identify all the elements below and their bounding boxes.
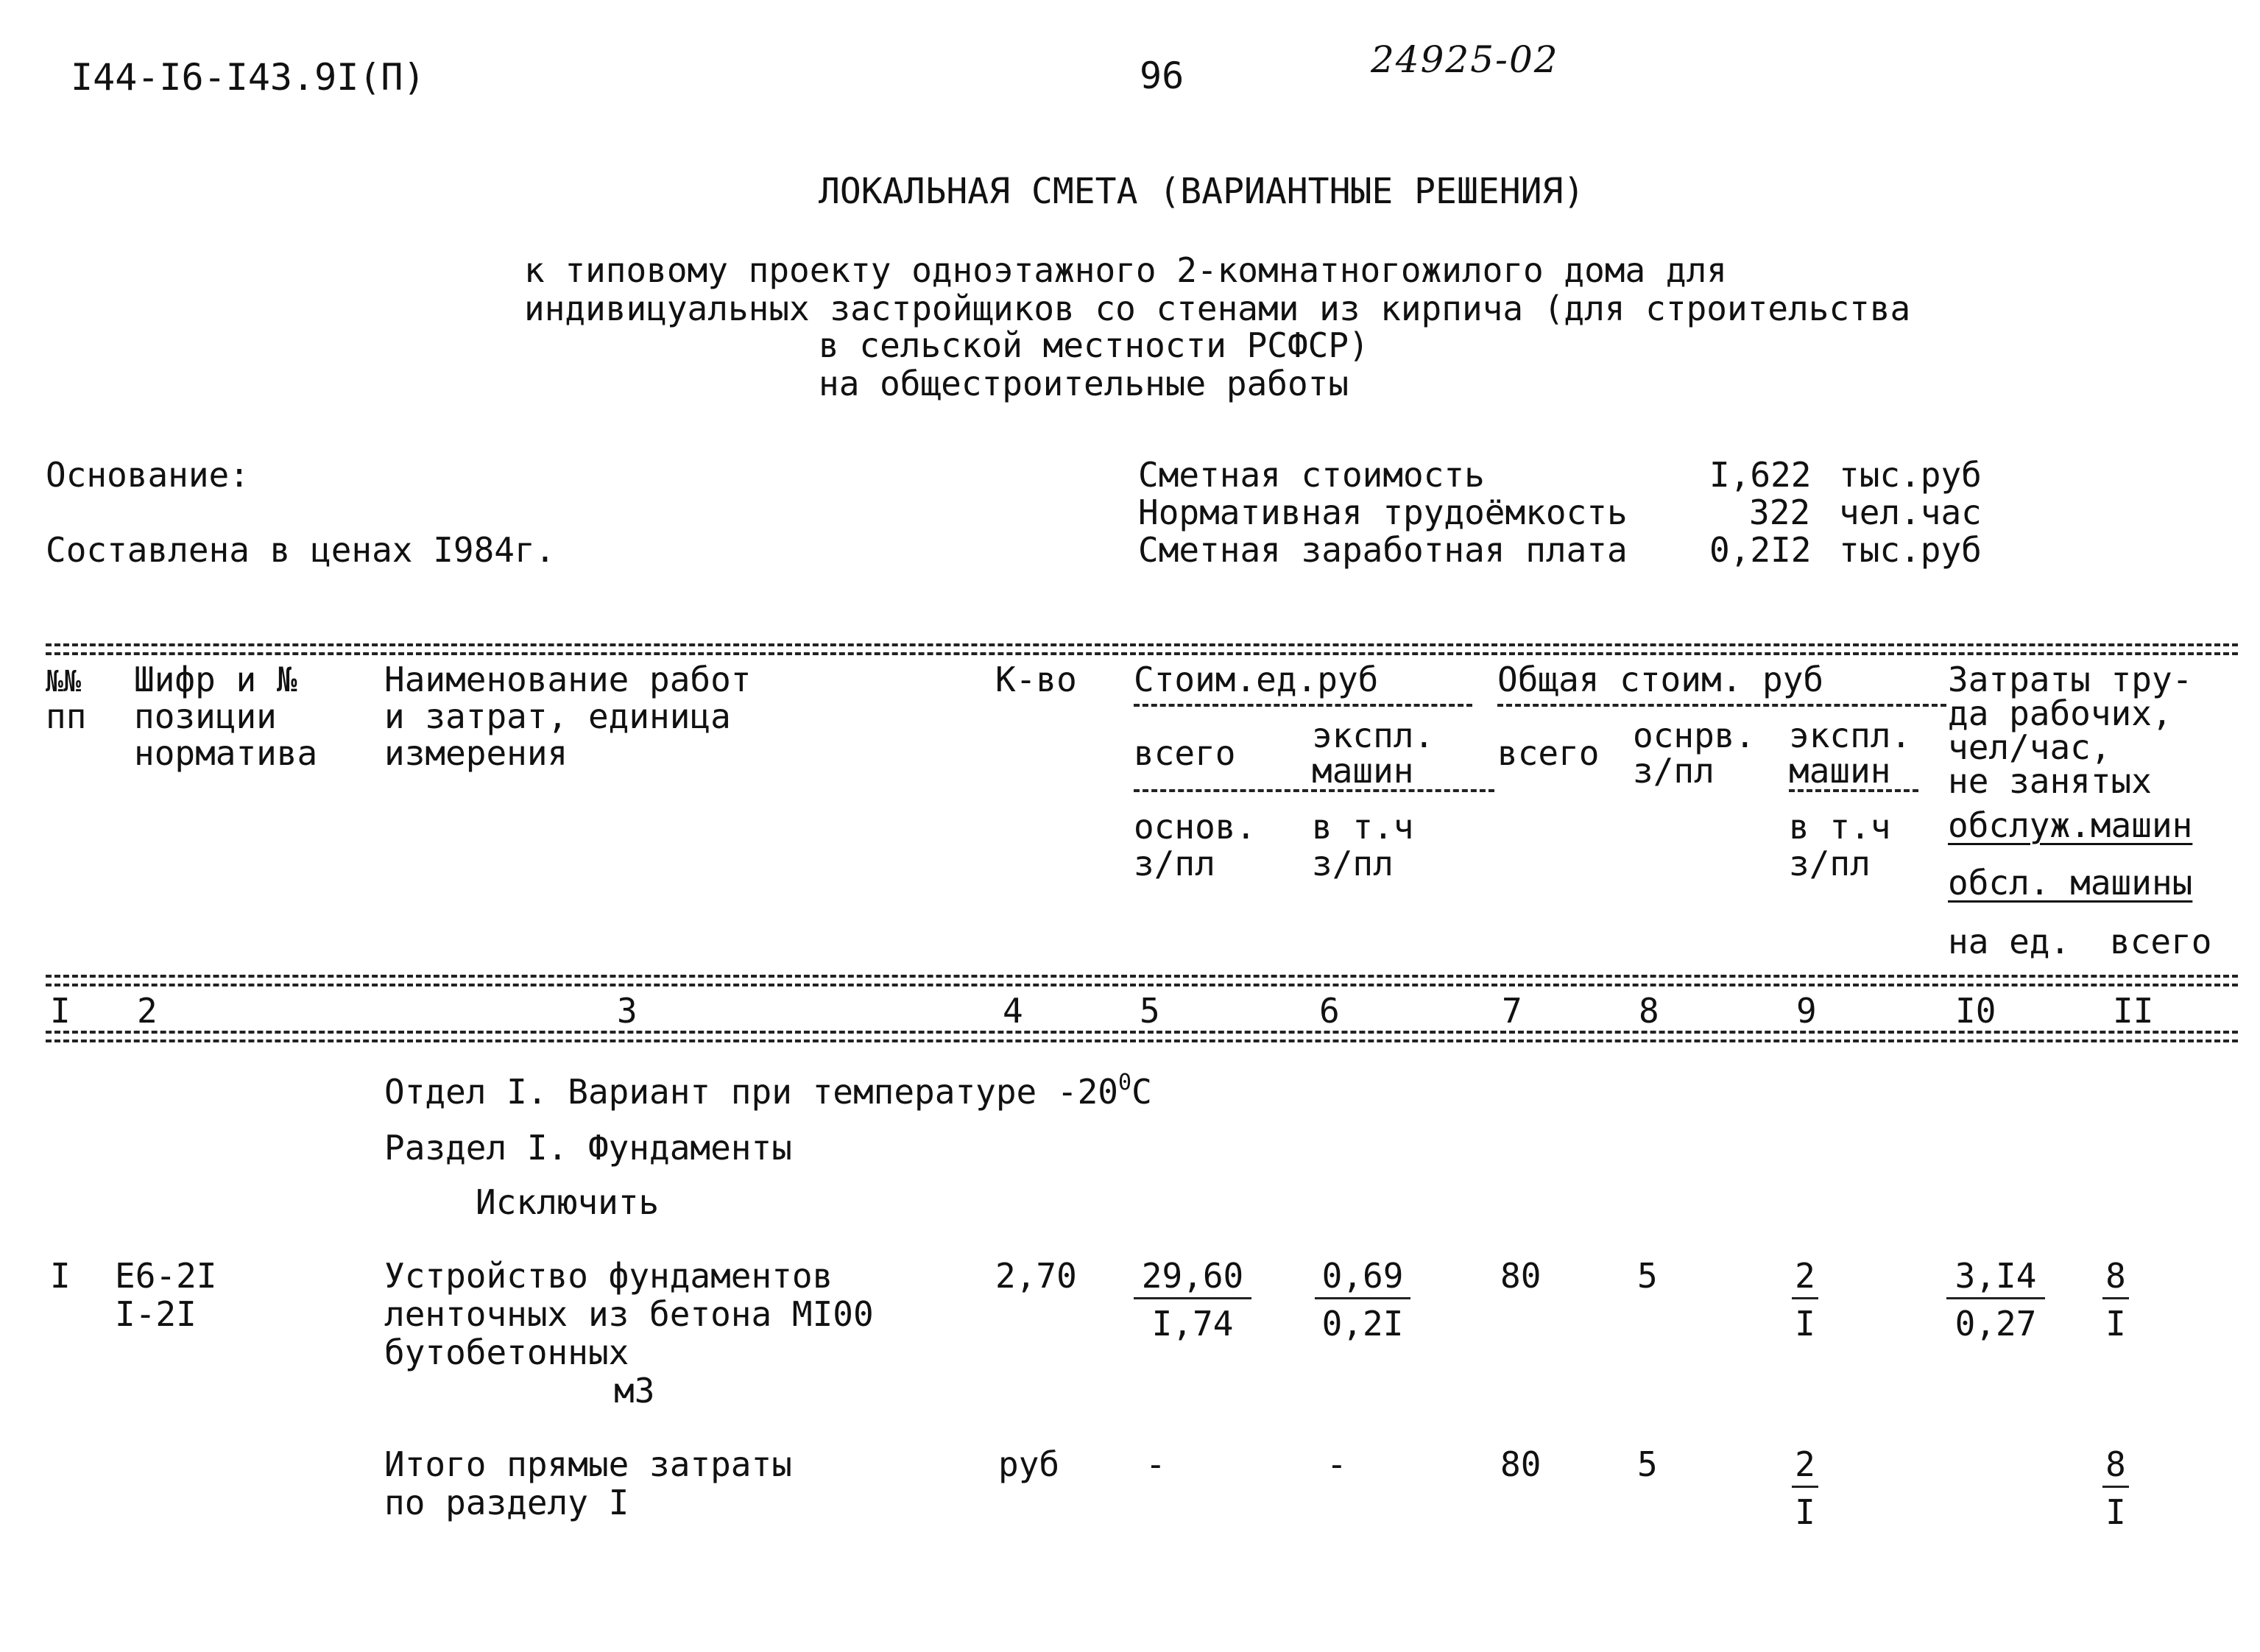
table-top-rule-2 (46, 652, 2238, 655)
column-number-5: 5 (1140, 991, 1160, 1031)
header-unit-incl-wage-1: в т.ч (1312, 807, 1414, 847)
header-num-2: пп (46, 696, 87, 736)
header-code-2: позиции (134, 696, 277, 736)
estimated-cost-label: Сметная стоимость (1138, 455, 1485, 495)
header-labor-3: чел/час, (1948, 727, 2111, 767)
total-row-labor-total: 8 (2102, 1447, 2129, 1488)
row-name-3: бутобетонных (384, 1332, 629, 1372)
header-labor-per-unit: на ед. (1948, 922, 2071, 961)
row-name-2: ленточных из бетона МI00 (384, 1294, 874, 1334)
wage-value: 0,2I2 (1709, 530, 1812, 570)
row-name-1: Устройство фундаментов (384, 1256, 833, 1296)
row-total-machine-wage: I (1795, 1304, 1815, 1344)
header-labor-total: всего (2110, 922, 2212, 961)
total-row-labor-fraction (2102, 1444, 2129, 1532)
row-total-machine-fraction (1792, 1256, 1818, 1344)
header-name-1: Наименование работ (384, 660, 752, 699)
prices-label: Составлена в ценах I984г. (46, 530, 556, 570)
header-unit-incl-wage-2: з/пл (1312, 844, 1394, 883)
header-name-3: измерения (384, 733, 568, 773)
header-name-2: и затрат, единица (384, 696, 731, 736)
subtitle-line-4: на общестроительные работы (819, 364, 1349, 403)
header-total-wage-2: з/пл (1633, 751, 1715, 791)
header-unit-wage-2: з/пл (1134, 844, 1215, 883)
estimated-cost-value: I,622 (1709, 455, 1812, 495)
column-numbers-rule (46, 1031, 2238, 1034)
column-number-9: 9 (1796, 991, 1817, 1031)
header-code-1: Шифр и № (134, 660, 297, 699)
labor-intensity-unit: чел.час (1839, 493, 1982, 532)
header-bottom-rule (46, 975, 2238, 978)
column-number-2: 2 (137, 991, 158, 1031)
header-unit-cost-group: Стоим.ед.руб (1134, 660, 1379, 699)
column-number-7: 7 (1502, 991, 1522, 1031)
row-unit-cost-wage: I,74 (1151, 1304, 1234, 1344)
estimated-cost-unit: тыс.руб (1839, 455, 1982, 495)
header-total-incl-wage-2: з/пл (1789, 844, 1871, 883)
total-row-unit-machine: - (1327, 1444, 1347, 1484)
header-unit-total: всего (1134, 733, 1236, 773)
exclude-label: Исключить (476, 1182, 660, 1222)
row-labor-per-unit: 3,I4 (1946, 1259, 2045, 1299)
header-labor-4: не занятых (1948, 761, 2152, 801)
subtitle-line-2: индивицуальных застройщиков со стенами из кирпича (для строительства (524, 289, 1911, 328)
row-total-machine-cost: 2 (1792, 1259, 1818, 1299)
column-number-8: 8 (1639, 991, 1659, 1031)
labor-intensity-label: Нормативная трудоёмкость (1138, 493, 1628, 532)
total-row-labor-machine: I (2105, 1492, 2126, 1532)
row-labor-total-machine: I (2105, 1304, 2126, 1344)
degree-sign: 0 (1118, 1070, 1132, 1095)
row-labor-per-unit-machine: 0,27 (1954, 1304, 2037, 1344)
page-number: 96 (1140, 54, 1184, 97)
header-total-wage-1: оснрв. (1633, 716, 1756, 755)
row-labor-total-fraction (2102, 1256, 2129, 1344)
header-total-cost-group: Общая стоим. руб (1497, 660, 1824, 699)
header-unit-wage-1: основ. (1134, 807, 1257, 847)
row-labor-total: 8 (2102, 1259, 2129, 1299)
row-unit: м3 (614, 1371, 655, 1411)
table-top-rule (46, 643, 2238, 646)
row-total-cost: 80 (1500, 1256, 1542, 1296)
header-labor-service: обслуж.машин (1948, 805, 2193, 845)
row-qty: 2,70 (995, 1256, 1077, 1296)
total-row-machine-wage: I (1795, 1492, 1815, 1532)
column-number-10: I0 (1955, 991, 1996, 1031)
document-code: I44-I6-I43.9I(П) (71, 56, 425, 99)
header-unit-machine-1: экспл. (1312, 716, 1435, 755)
total-cost-group-rule (1497, 704, 1946, 707)
total-row-unit: руб (998, 1444, 1060, 1484)
document-title: ЛОКАЛЬНАЯ СМЕТА (ВАРИАНТНЫЕ РЕШЕНИЯ) (819, 171, 1585, 212)
row-total-wage: 5 (1637, 1256, 1658, 1296)
header-unit-machine-2: машин (1312, 751, 1414, 791)
basis-label: Основание: (46, 455, 250, 495)
total-row-total-cost: 80 (1500, 1444, 1542, 1484)
header-total-machine-1: экспл. (1789, 716, 1912, 755)
row-unit-machine-wage: 0,2I (1321, 1304, 1404, 1344)
header-total-machine-2: машин (1789, 751, 1891, 791)
total-row-total-wage: 5 (1637, 1444, 1658, 1484)
row-code-2: I-2I (115, 1294, 197, 1334)
subtitle-line-3: в сельской местности РСФСР) (819, 325, 1369, 365)
labor-intensity-value: 322 (1749, 493, 1811, 532)
row-unit-machine-fraction (1315, 1256, 1410, 1344)
header-bottom-rule-2 (46, 984, 2238, 986)
column-number-4: 4 (1003, 991, 1023, 1031)
section-part: Раздел I. Фундаменты (384, 1128, 792, 1168)
section-department: Отдел I. Вариант при температуре $-20^0C$ (384, 1070, 1152, 1112)
unit-sub-rule (1134, 789, 1494, 792)
unit-cost-group-rule (1134, 704, 1472, 707)
total-row-unit-cost: - (1145, 1444, 1166, 1484)
row-unit-machine-cost: 0,69 (1315, 1259, 1410, 1299)
header-labor-1: Затраты тру- (1948, 660, 2193, 699)
row-code-1: Е6-2I (115, 1256, 217, 1296)
row-labor-per-unit-fraction (1946, 1256, 2045, 1344)
header-total-incl-wage-1: в т.ч (1789, 807, 1891, 847)
total-row-machine-cost: 2 (1792, 1447, 1818, 1488)
header-total-all: всего (1497, 733, 1600, 773)
subtitle-line-1: к типовому проекту одноэтажного 2-комнатногожилого дома для (524, 250, 1727, 290)
header-num-1: №№ (46, 665, 82, 699)
header-code-3: норматива (134, 733, 318, 773)
row-number: I (50, 1256, 71, 1296)
archive-stamp: 24925-02 (1371, 38, 1559, 81)
wage-label: Сметная заработная плата (1138, 530, 1628, 570)
column-number-1: I (50, 991, 71, 1031)
column-number-3: 3 (617, 991, 638, 1031)
row-unit-cost-total: 29,60 (1134, 1259, 1251, 1299)
header-qty: К-во (995, 660, 1077, 699)
total-sub-rule (1789, 789, 1918, 792)
row-unit-cost-fraction (1134, 1256, 1251, 1344)
column-number-11: II (2113, 991, 2154, 1031)
header-labor-service-2: обсл. машины (1948, 863, 2193, 903)
total-row-name-1: Итого прямые затраты (384, 1444, 792, 1484)
total-row-name-2: по разделу I (384, 1483, 629, 1522)
column-number-6: 6 (1319, 991, 1340, 1031)
column-numbers-rule-2 (46, 1039, 2238, 1042)
header-labor-2: да рабочих, (1948, 693, 2172, 733)
wage-unit: тыс.руб (1839, 530, 1982, 570)
total-row-machine-fraction (1792, 1444, 1818, 1532)
